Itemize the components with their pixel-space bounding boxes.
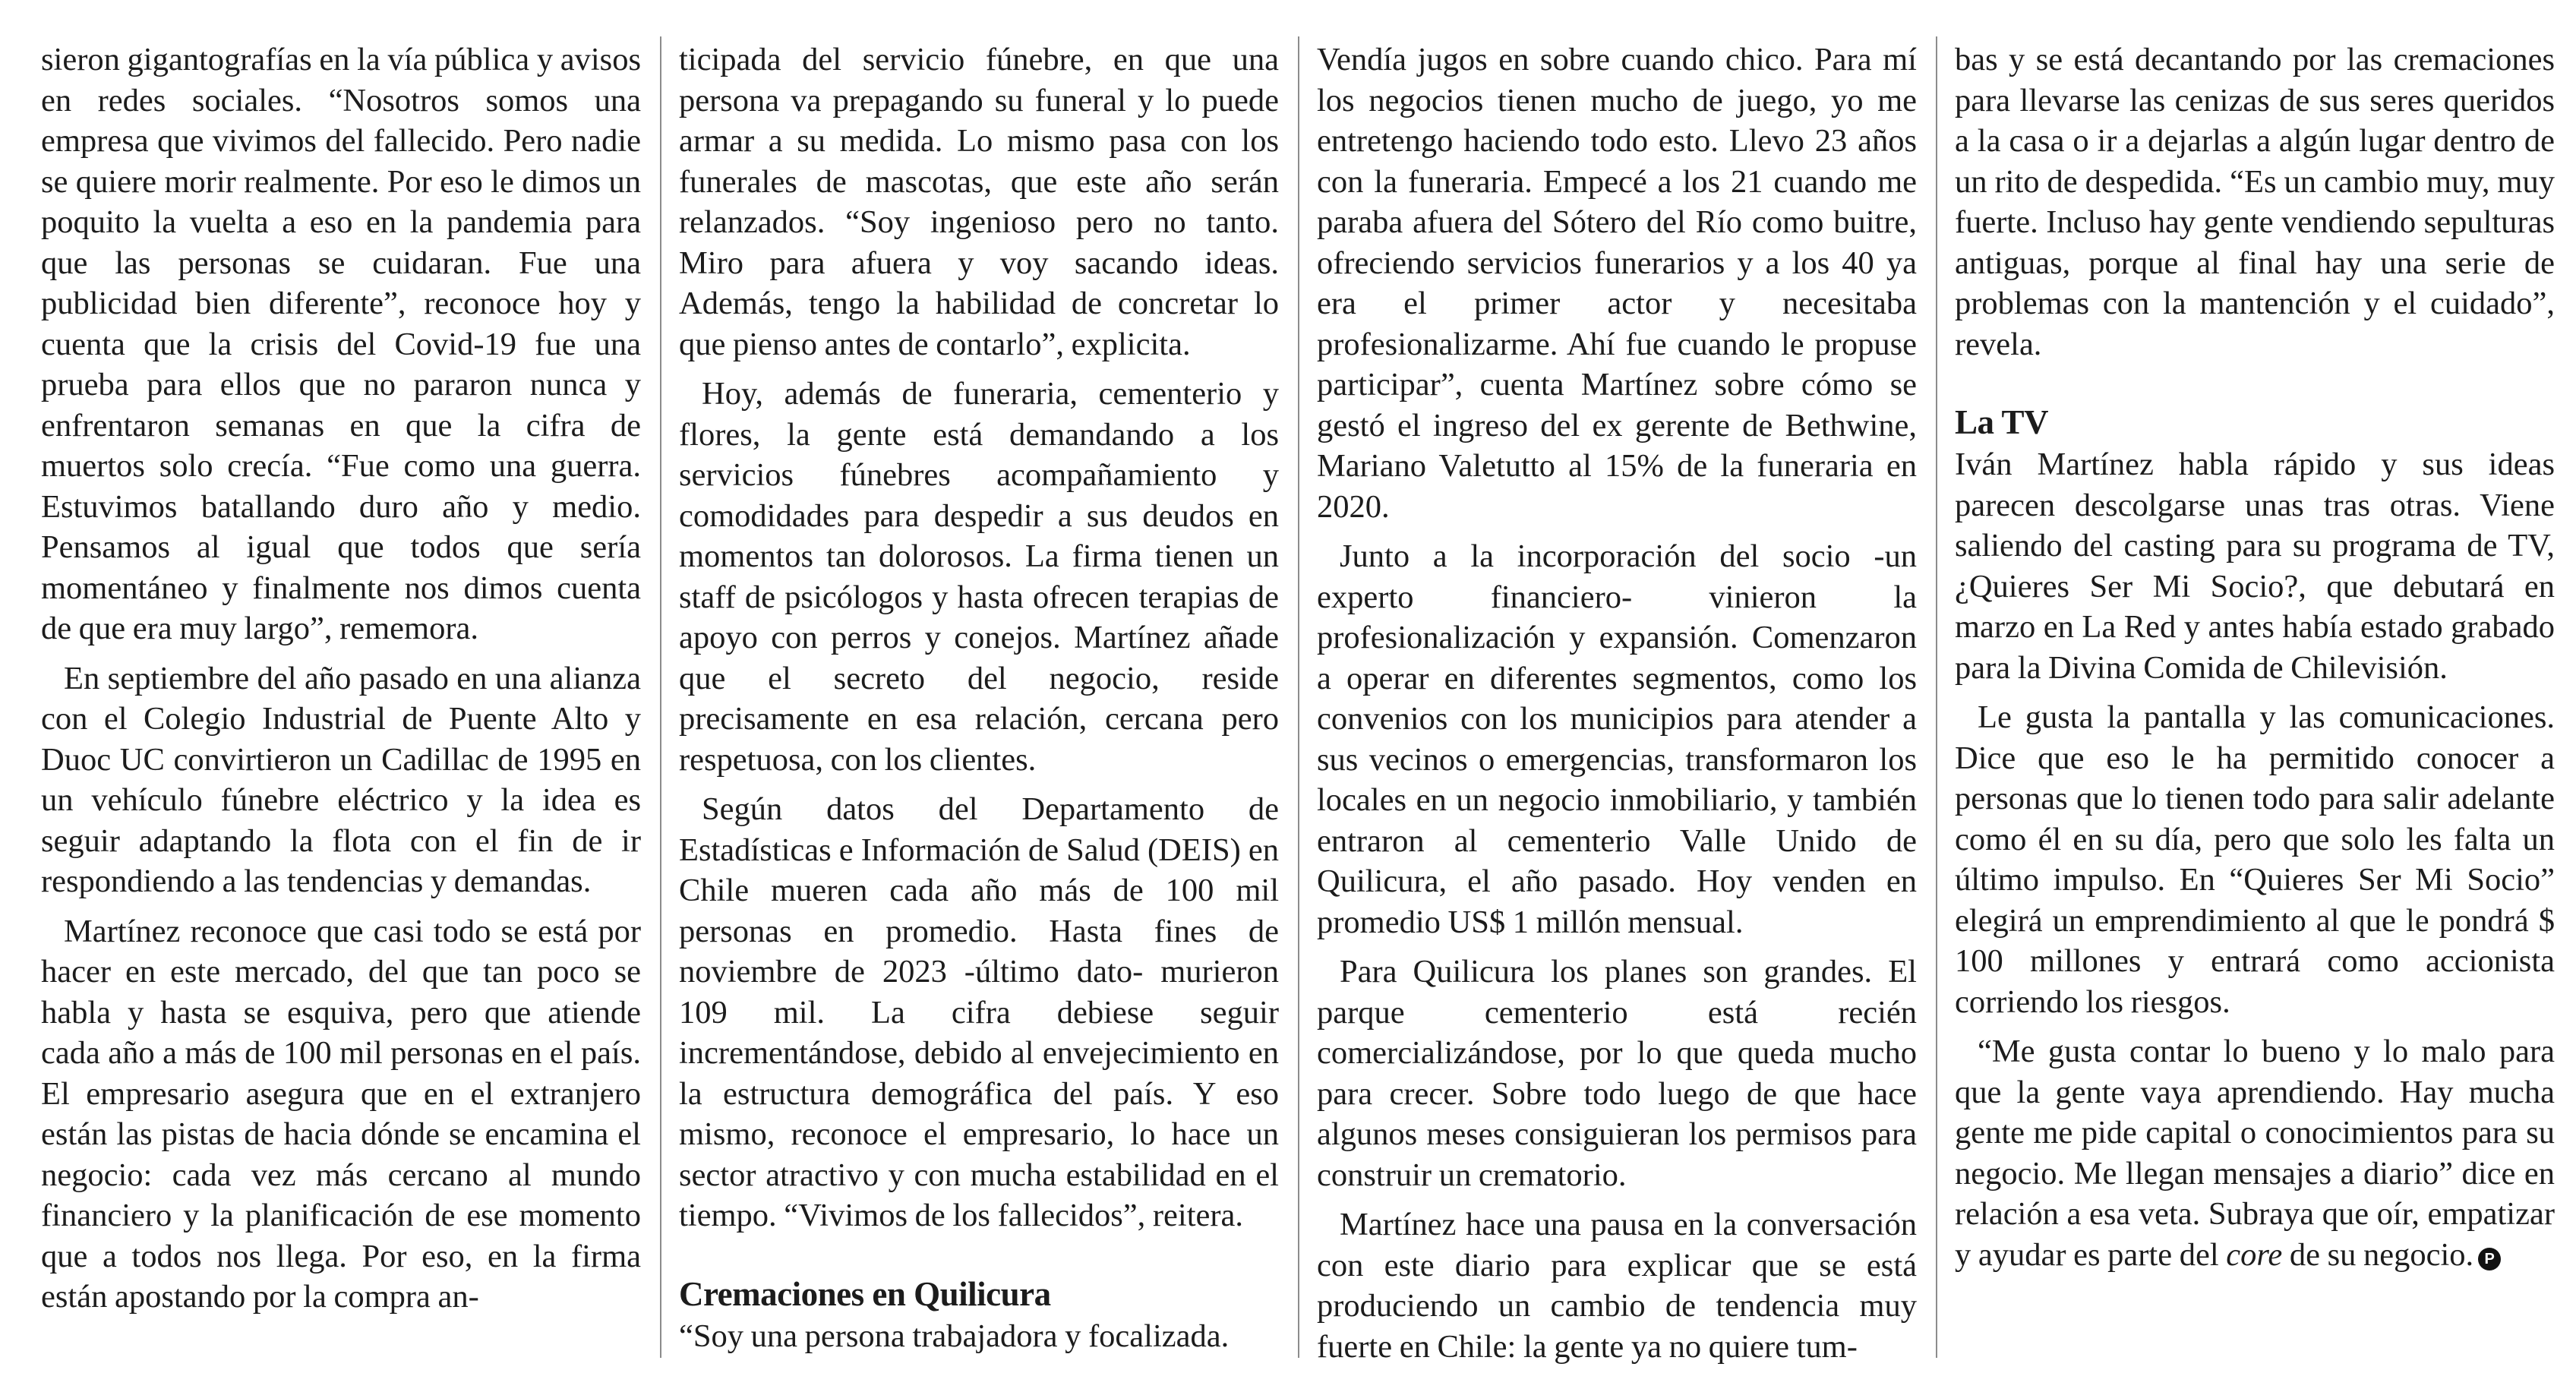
paragraph: Martínez reconoce que casi todo se está por hacer en este mercado, del que tan poco se habla y hasta se esquiva, pero que atiende cada año a más de 100 mil personas en el país. El empresario asegura que en el extranjero están las pistas de hacia dónde se encamina el negocio: cada vez más cercano al mundo financiero y la planificación de ese momento que a todos nos llega. Por eso, en la firma están apostando por la compra an- — [41, 913, 641, 1315]
paragraph: Para Quilicura los planes son grandes. El parque cementerio está recién comercializándose, por lo que queda mucho para crecer. Sobre todo luego de que hace algunos meses consiguieran los permisos para construir un crematorio. — [1317, 954, 1917, 1193]
article-body — [41, 39, 2555, 1376]
paragraph-final — [1955, 1031, 2555, 1275]
column-1 — [41, 39, 641, 1376]
paragraph: Martínez hace una pausa en la conversación con este diario para explicar que se está produciendo un cambio de tendencia muy fuerte en Chile: la gente ya no quiere tum- — [1317, 1207, 1917, 1365]
column-divider — [1936, 36, 1937, 1358]
paragraph: bas y se está decantando por las cremaciones para llevarse las cenizas de sus seres queridos a la casa o ir a dejarlas a algún lugar dentro de un rito de despedida. “Es un cambio muy, muy fuerte. Incluso hay gente vendiendo sepulturas antiguas, porque al final hay una serie de problemas con la mantención y el cuidado”, revela. — [1955, 42, 2555, 362]
paragraph: sieron gigantografías en la vía pública y avisos en redes sociales. “Nosotros somos una empresa que vivimos del fallecido. Pero nadie se quiere morir realmente. Por eso le dimos un poquito la vuelta a eso en la pandemia para que las personas se cuidaran. Fue una publicidad bien diferente”, reconoce hoy y cuenta que la crisis del Covid-19 fue una prueba para ellos que no pararon nunca y enfrentaron semanas en que la cifra de muertos solo crecía. “Fue como una guerra. Estuvimos batallando duro año y medio. Pensamos al igual que todos que sería momentáneo y finalmente nos dimos cuenta de que era muy largo”, rememora. — [41, 42, 641, 646]
paragraph: Le gusta la pantalla y las comunicaciones. Dice que eso le ha permitido conocer a personas que lo tienen todo para salir adelante como él en su día, pero que solo les falta un último impulso. En “Quieres Ser Mi Socio” elegirá un emprendimiento al que le pondrá $ 100 millones y entrará como accionista corriendo los riesgos. — [1955, 699, 2555, 1020]
column-4 — [1955, 39, 2555, 1376]
paragraph: ticipada del servicio fúnebre, en que una persona va prepagando su funeral y lo puede armar a su medida. Lo mismo pasa con los funerales de mascotas, que este año serán relanzados. “Soy ingenioso pero no tanto. Miro para afuera y voy sacando ideas. Además, tengo la habilidad de concretar lo que pienso antes de contarlo”, explicita. — [679, 42, 1279, 362]
paragraph: Vendía jugos en sobre cuando chico. Para mí los negocios tienen mucho de juego, yo me entretengo haciendo todo esto. Llevo 23 años con la funeraria. Empecé a los 21 cuando me paraba afuera del Sótero del Río como buitre, ofreciendo servicios funerarios y a los 40 ya era el primer actor y necesitaba profesionalizarme. Ahí fue cuando le propuse participar”, cuenta Martínez sobre cómo se gestó el ingreso del ex gerente de Bethwine, Mariano Valetutto al 15% de la funeraria en 2020. — [1317, 42, 1917, 525]
emphasis-core: core — [2226, 1236, 2283, 1273]
column-divider — [1298, 36, 1299, 1358]
paragraph: Junto a la incorporación del socio -un experto financiero- vinieron la profesionalización y expansión. Comenzaron a operar en diferentes segmentos, como los convenios con los municipios para atender a sus vecinos o emergencias, transformaron los locales en un negocio inmobiliario, y también entraron al cementerio Valle Unido de Quilicura, el año pasado. Hoy venden en promedio US$ 1 millón mensual. — [1317, 538, 1917, 940]
column-3 — [1317, 39, 1917, 1376]
paragraph: “Soy una persona trabajadora y focalizada. — [679, 1318, 1230, 1354]
subheading-la-tv: La TV — [1955, 403, 2048, 441]
column-2 — [679, 39, 1279, 1376]
subheading-cremaciones: Cremaciones en Quilicura — [679, 1274, 1051, 1313]
paragraph: Hoy, además de funeraria, cementerio y flores, la gente está demandando a los servicios fúnebres acompañamiento y comodidades para despedir a sus deudos en momentos tan dolorosos. La firma tienen un staff de psicólogos y hasta ofrecen terapias de apoyo con perros y conejos. Martínez añade que el secreto del negocio, reside precisamente en esa relación, cercana pero respetuosa, con los clientes. — [679, 376, 1279, 778]
end-of-article-icon: P — [2478, 1248, 2501, 1270]
final-paragraph-text: “Me gusta contar lo bueno y lo malo para que la gente vaya aprendiendo. Hay mucha gente me pide capital o conocimientos para su negocio. Me llegan mensajes a diario” dice en relación a esa veta. Subraya que oír, empatizar y ayudar es parte del core de su negocio. — [1955, 1034, 2555, 1273]
paragraph: En septiembre del año pasado en una alianza con el Colegio Industrial de Puente Alto y Duoc UC convirtieron un Cadillac de 1995 en un vehículo fúnebre eléctrico y la idea es seguir adaptando la flota con el fin de ir respondiendo a las tendencias y demandas. — [41, 660, 641, 899]
column-divider — [660, 36, 661, 1358]
paragraph: Según datos del Departamento de Estadísticas e Información de Salud (DEIS) en Chile mueren cada año más de 100 mil personas en promedio. Hasta fines de noviembre de 2023 -último dato- murieron 109 mil. La cifra debiese seguir incrementándose, debido al envejecimiento en la estructura demográfica del país. Y eso mismo, reconoce el empresario, lo hace un sector atractivo y con mucha estabilidad en el tiempo. “Vivimos de los fallecidos”, reitera. — [679, 791, 1279, 1233]
paragraph: Iván Martínez habla rápido y sus ideas parecen descolgarse unas tras otras. Viene saliendo del casting para su programa de TV, ¿Quieres Ser Mi Socio?, que debutará en marzo en La Red y antes había estado grabado para la Divina Comida de Chilevisión. — [1955, 447, 2555, 686]
